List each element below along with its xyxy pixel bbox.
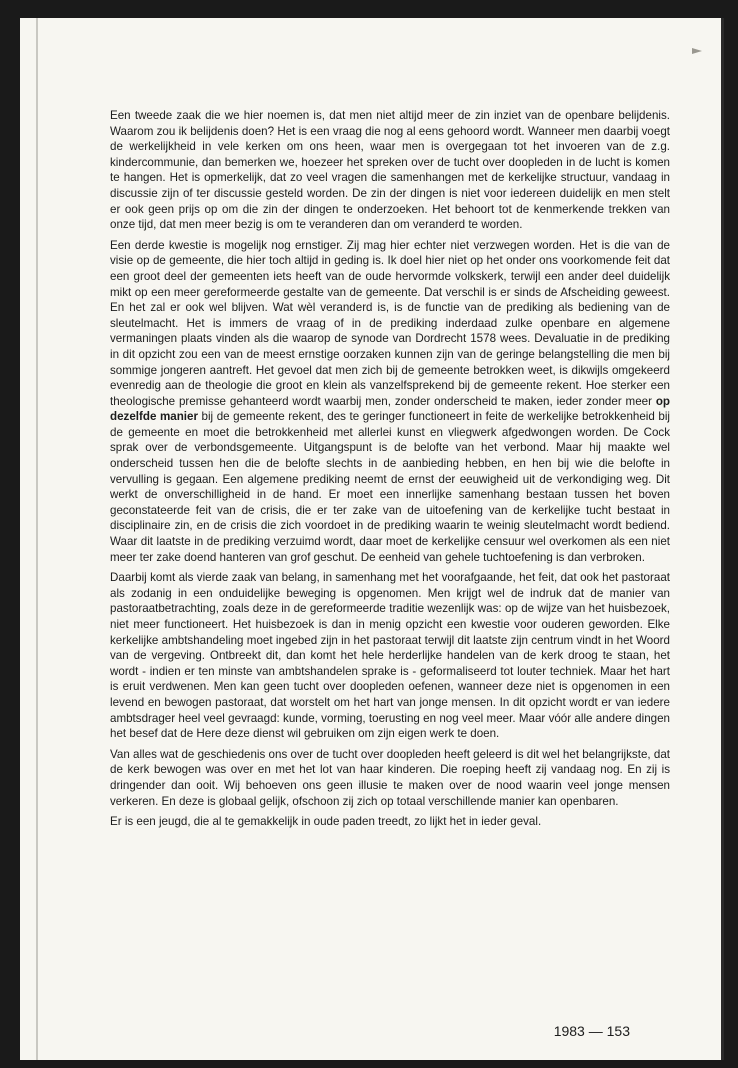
- paragraph-4: Van alles wat de geschiedenis ons over de tucht over doopleden heeft geleerd is dit wel het belangrijkste, dat de kerk bewogen was over en met het lot van haar kinderen. Die roeping heeft zij vandaag nog. En zij is dringender dan ooit. Wij behoeven ons geen illusie te maken over de nood waarin veel jonge mensen verkeren. En deze is globaal gelijk, ofschoon zij zich op totaal verschillende manier kan openbaren.: [110, 747, 670, 808]
- paragraph-3: Daarbij komt als vierde zaak van belang, in samenhang met het voorafgaande, het feit, dat ook het pastoraat als zodanig in een onduidelijke beweging is opgenomen. Men krijgt wel de indruk dat de manier van pastoraatbetrachting, zoals deze in de gereformeerde traditie wezenlijk was: op de wijze van het huisbezoek, niet meer functioneert. Het huisbezoek is dan in menig opzicht een kwestie voor ouderen geworden. Elke kerkelijke ambtshandeling moet ingebed zijn in het pastoraat terwijl dit laatste zijn centrum vindt in het Woord van de vergeving. Ontbreekt dit, dan komt het hele herderlijke handelen van de kerk droog te staan, het wordt - indien er ten minste van ambtshandelen sprake is - geformaliseerd tot louter techniek. Maar het hart is eruit verdwenen. Men kan geen tucht over doopleden oefenen, wanneer deze niet is opgenomen in een levend en bewogen pastoraat, dat worstelt om het hart van jonge mensen. In dit opzicht wordt er van iedere ambtsdrager heel veel gevraagd: kunde, vorming, toerusting en nog veel meer. Maar vóór alle andere dingen het besef dat de Here deze dienst wil gebruiken om zijn eigen werk te doen.: [110, 571, 670, 741]
- page-number: 1983 — 153: [553, 1023, 630, 1039]
- emphasis-text: op dezelfde manier: [110, 394, 670, 424]
- body-text: [110, 108, 670, 835]
- paragraph-1: Een tweede zaak die we hier noemen is, dat men niet altijd meer de zin inziet van de openbare belijdenis. Waarom zou ik belijdenis doen? Het is een vraag die nog al eens gehoord wordt. Wanneer men daarbij voegt de werkelijkheid in vele kerken om ons heen, waar men is overgegaan tot het invoeren van de z.g. kindercommunie, dan bemerken we, hoezeer het spreken over de tucht over doopleden in de lucht is komen te hangen. Het is opmerkelijk, dat zo veel vragen die samenhangen met de kerkelijke structuur, vandaag in discussie zijn of ter discussie gesteld worden. De zin der dingen is niet voor iedereen duidelijk en men stelt er ook geen prijs op om die zin der dingen te onderzoeken. Het behoort tot de kenmerkende trekken van onze tijd, dat men meer bezig is om te veranderen dan om veranderd te worden.: [110, 109, 670, 232]
- page-mark-icon: [692, 48, 702, 54]
- binding-rule: [36, 18, 38, 1060]
- paragraph-2-part-1: Een derde kwestie is mogelijk nog ernstiger. Zij mag hier echter niet verzwegen worden. Het is die van de visie op de gemeente, die hier toch altijd in geding is. Ik doel hier niet op het onder ons voorkomende feit dat een groot deel der gemeenten iets heeft van de oude hervormde volkskerk, terwijl een ander deel duidelijk mikt op een meer gereformeerde gestalte van de gemeente. Dat verschil is er sinds de Afscheiding geweest. En het zal er ook wel blijven. Wat wèl veranderd is, is de functie van de prediking als bediening van de sleutelmacht. Het is immers de vraag of in de prediking inderdaad zulke openbare en algemene vermaningen plaats vinden als die waarop de synode van Dordrecht 1578 wees. Devaluatie in de prediking in dit opzicht zou een van de meest ernstige oorzaken kunnen zijn van de geringe belangstelling die men bij sommige jongeren aantreft. Het gevoel dat men zich bij de gemeente betrokken weet, is dikwijls omgekeerd evenredig aan de theologie die groot en klein als vanzelfsprekend bij de gemeente rekent. Hoe sterker een theologische premisse gehanteerd wordt waarbij men, zonder onderscheid te maken, ieder zonder meer: [110, 238, 670, 408]
- paragraph-5: Er is een jeugd, die al te gemakkelijk in oude paden treedt, zo lijkt het in ieder geval.: [110, 815, 542, 829]
- scanned-page: [20, 18, 724, 1060]
- page-edge-shadow: [721, 18, 724, 1060]
- paragraph-2: [110, 238, 670, 565]
- paragraph-2-part-2: bij de gemeente rekent, des te geringer functioneert in feite de werkelijke betrokkenheid bij de gemeente en moet die betrokkenheid met allerlei kunst en vliegwerk afgedwongen worden. De Cock sprak over de verbondsgemeente. Uitgangspunt is de belofte van het verbond. Maar hij maakte wel onderscheid tussen hen die de belofte slechts in de aanbieding hebben, en hen bij wie die belofte in vervulling is gegaan. Een algemene prediking neemt de ernst der eeuwigheid uit de verkondiging weg. Dit werkt de onverschilligheid in de hand. Er moet een innerlijke samenhang bestaan tussen het boven geconstateerde feit van de crisis, die er ter zake van de uitoefening van de kerkelijke tucht bestaat in disciplinaire zin, en de crisis die zich voordoet in de prediking waarin te weinig sleutelmacht wordt bediend. Waar dit laatste in de prediking verzuimd wordt, daar moet de kerkelijke censuur wel overkomen als een niet meer ter zake doend hanteren van grof geschut. De eenheid van gehele tuchtoefening is dan verbroken.: [110, 410, 670, 564]
